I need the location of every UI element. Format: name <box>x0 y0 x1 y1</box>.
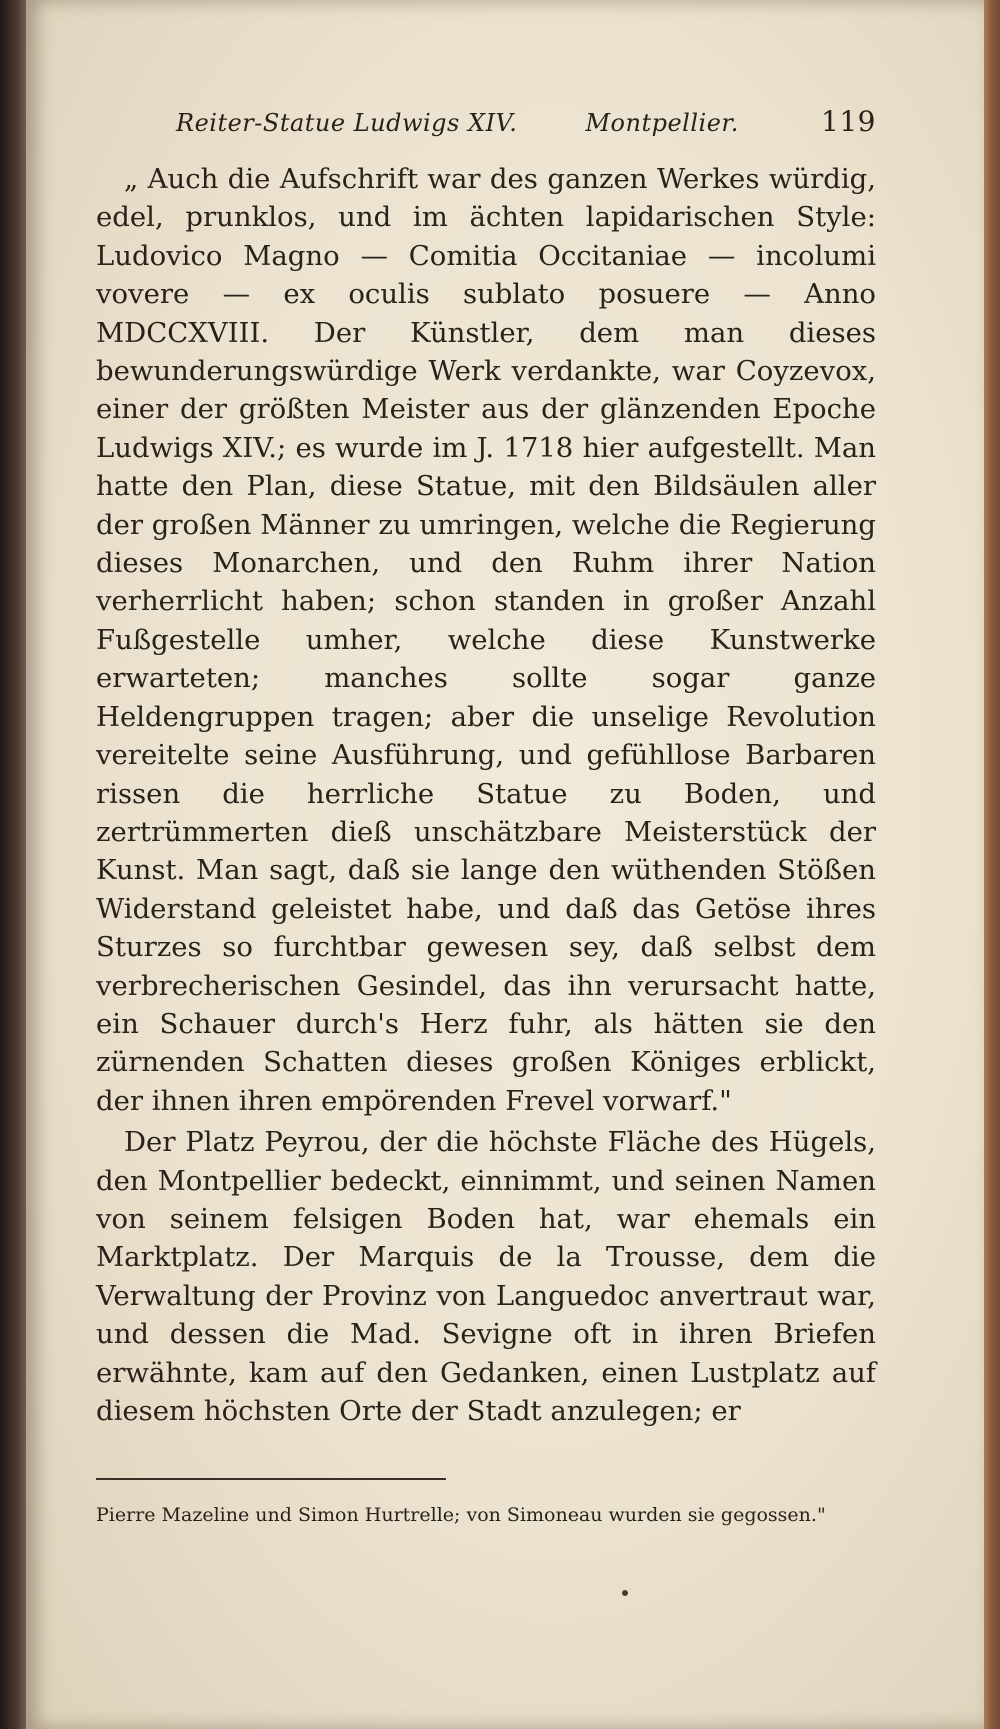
footnote: Pierre Mazeline und Simon Hurtrelle; von Simoneau wurden sie gegossen." <box>96 1504 826 1527</box>
body-text <box>96 160 876 1430</box>
paragraph-place-peyrou: Der Platz Peyrou, der die höchste Fläche des Hügels, den Montpellier bedeckt, einnimmt, und seinen Namen von seinem felsigen Boden hat, war ehemals ein Marktplatz. Der Marquis de la Trousse, dem die Verwaltung der Provinz von Languedoc anvertraut war, und dessen die Mad. Sevigne oft in ihren Briefen erwähnte, kam auf den Gedanken, einen Lustplatz auf diesem höchsten Orte der Stadt anzulegen; er <box>96 1126 876 1427</box>
paragraph-quotation: „ Auch die Aufschrift war des ganzen Werkes würdig, edel, prunklos, und im ächten lapidarischen Style: Ludovico Magno — Comitia Occitaniae — incolumi vovere — ex oculis sublato posuere — Anno MDCCXVIII. Der Künstler, dem man dieses bewunderungswürdige Werk verdankte, war Coyzevox, einer der größten Meister aus der glänzenden Epoche Ludwigs XIV.; es wurde im J. 1718 hier aufgestellt. Man hatte den Plan, diese Statue, mit den Bildsäulen aller der großen Männer zu umringen, welche die Regierung dieses Monarchen, und den Ruhm ihrer Nation verherrlicht haben; schon standen in großer Anzahl Fußgestelle umher, welche diese Kunstwerke erwarteten; manches sollte sogar ganze Heldengruppen tragen; aber die unselige Revolution vereitelte seine Ausführung, und gefühllose Barbaren rissen die herrliche Statue zu Boden, und zertrümmerten dieß unschätzbare Meisterstück der Kunst. Man sagt, daß sie lange den wüthenden Stößen Widerstand geleistet habe, und daß das Getöse ihres Sturzes so furchtbar gewesen sey, daß selbst dem verbrecherischen Gesindel, das ihn verursacht hatte, ein Schauer durch's Herz fuhr, als hätten sie den zürnenden Schatten dieses großen Königes erblickt, der ihnen ihren empörenden Frevel vorwarf." <box>96 163 876 1117</box>
header-place: Montpellier. <box>585 109 739 137</box>
page-sheet <box>26 0 984 1729</box>
ink-speck <box>622 1590 628 1596</box>
footnote-divider <box>96 1478 446 1480</box>
running-header <box>96 105 876 138</box>
page-number: 119 <box>821 105 876 138</box>
page-content <box>96 105 876 1532</box>
header-title: Reiter-Statue Ludwigs XIV. <box>176 109 518 137</box>
